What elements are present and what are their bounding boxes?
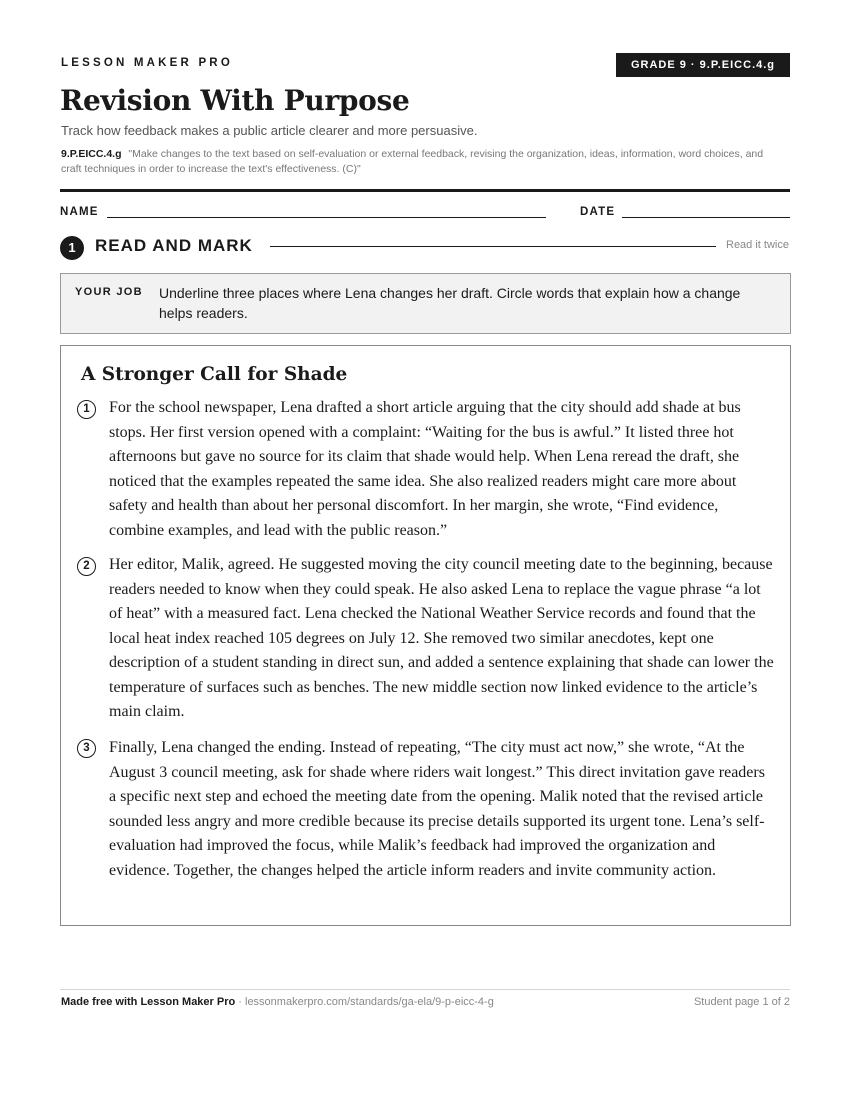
standard-code: 9.P.EICC.4.g [61,148,122,160]
article-title: A Stronger Call for Shade [81,364,348,385]
job-text: Underline three places where Lena changes her draft. Circle words that explain how a change helps readers. [159,285,741,321]
job-label: YOUR JOB [75,286,143,298]
header-divider [60,189,790,192]
article-paragraph-1: For the school newspaper, Lena drafted a short article arguing that the city should add shade at bus stops. Her first version opened with a complaint: “Waiting for the bus is awful.” It listed three hot afternoons but gave no source for its claim that shade would help. When Lena reread the draft, she noticed that the examples repeated the same idea. She also realized readers might care more about safety and health than about her personal discomfort. In her margin, she wrote, “Find evidence, combine examples, and lead with the public reason.” [109,399,741,539]
brand-name: LESSON MAKER PRO [61,57,233,69]
name-field[interactable] [107,217,546,218]
page-title: Revision With Purpose [60,84,410,117]
footer-made-with: Made free with Lesson Maker Pro [61,996,236,1008]
section-number-badge: 1 [60,236,84,260]
section-note: Read it twice [726,239,789,251]
article-paragraph-3: Finally, Lena changed the ending. Instead of repeating, “The city must act now,” she wrote, “At the August 3 council meeting, ask for shade where riders wait longest.” This direct invitation gave readers a specific next step and echoed the meeting date from the opening. Malik noted that the revised article sounded less angry and more credible because its precise details supported its urgent tone. Lena’s self-evaluation had improved the focus, while Malik’s feedback had improved the organization and evidence. Together, the changes helped the article inform readers and invite community action. [109,739,765,879]
paragraph-number-1: 1 [77,400,96,419]
section-divider [270,246,716,247]
paragraph-number-3: 3 [77,739,96,758]
job-instructions-box [60,273,791,334]
date-label: DATE [580,206,616,218]
footer-divider [60,989,790,990]
section-title: READ AND MARK [95,236,253,255]
page-subtitle: Track how feedback makes a public article clearer and more persuasive. [61,123,478,138]
standard-description [61,147,781,177]
footer-url[interactable]: · lessonmakerpro.com/standards/ga-ela/9-p-eicc-4-g [235,996,494,1008]
standard-text: "Make changes to the text based on self-evaluation or external feedback, revising the organization, ideas, information, word choices, and craft techniques in order to increase the text's effectiveness. (C)" [61,148,764,175]
footer-page-number: Student page 1 of 2 [693,996,790,1008]
grade-badge: GRADE 9 · 9.P.EICC.4.g [616,53,790,77]
date-field[interactable] [622,217,790,218]
footer-credit [61,996,494,1008]
article-paragraph-2: Her editor, Malik, agreed. He suggested moving the city council meeting date to the beginning, because readers needed to know when they could speak. He also asked Lena to replace the vague phrase “a lot of heat” with a measured fact. Lena checked the National Weather Service records and found that the local heat index reached 105 degrees on July 12. She removed two similar anecdotes, kept one description of a student standing in direct sun, and added a sentence explaining that shade can lower the temperature of surfaces such as benches. The new middle section now linked evidence to the article’s main claim. [109,556,774,720]
paragraph-number-2: 2 [77,557,96,576]
name-label: NAME [60,206,99,218]
article-box [60,345,791,926]
